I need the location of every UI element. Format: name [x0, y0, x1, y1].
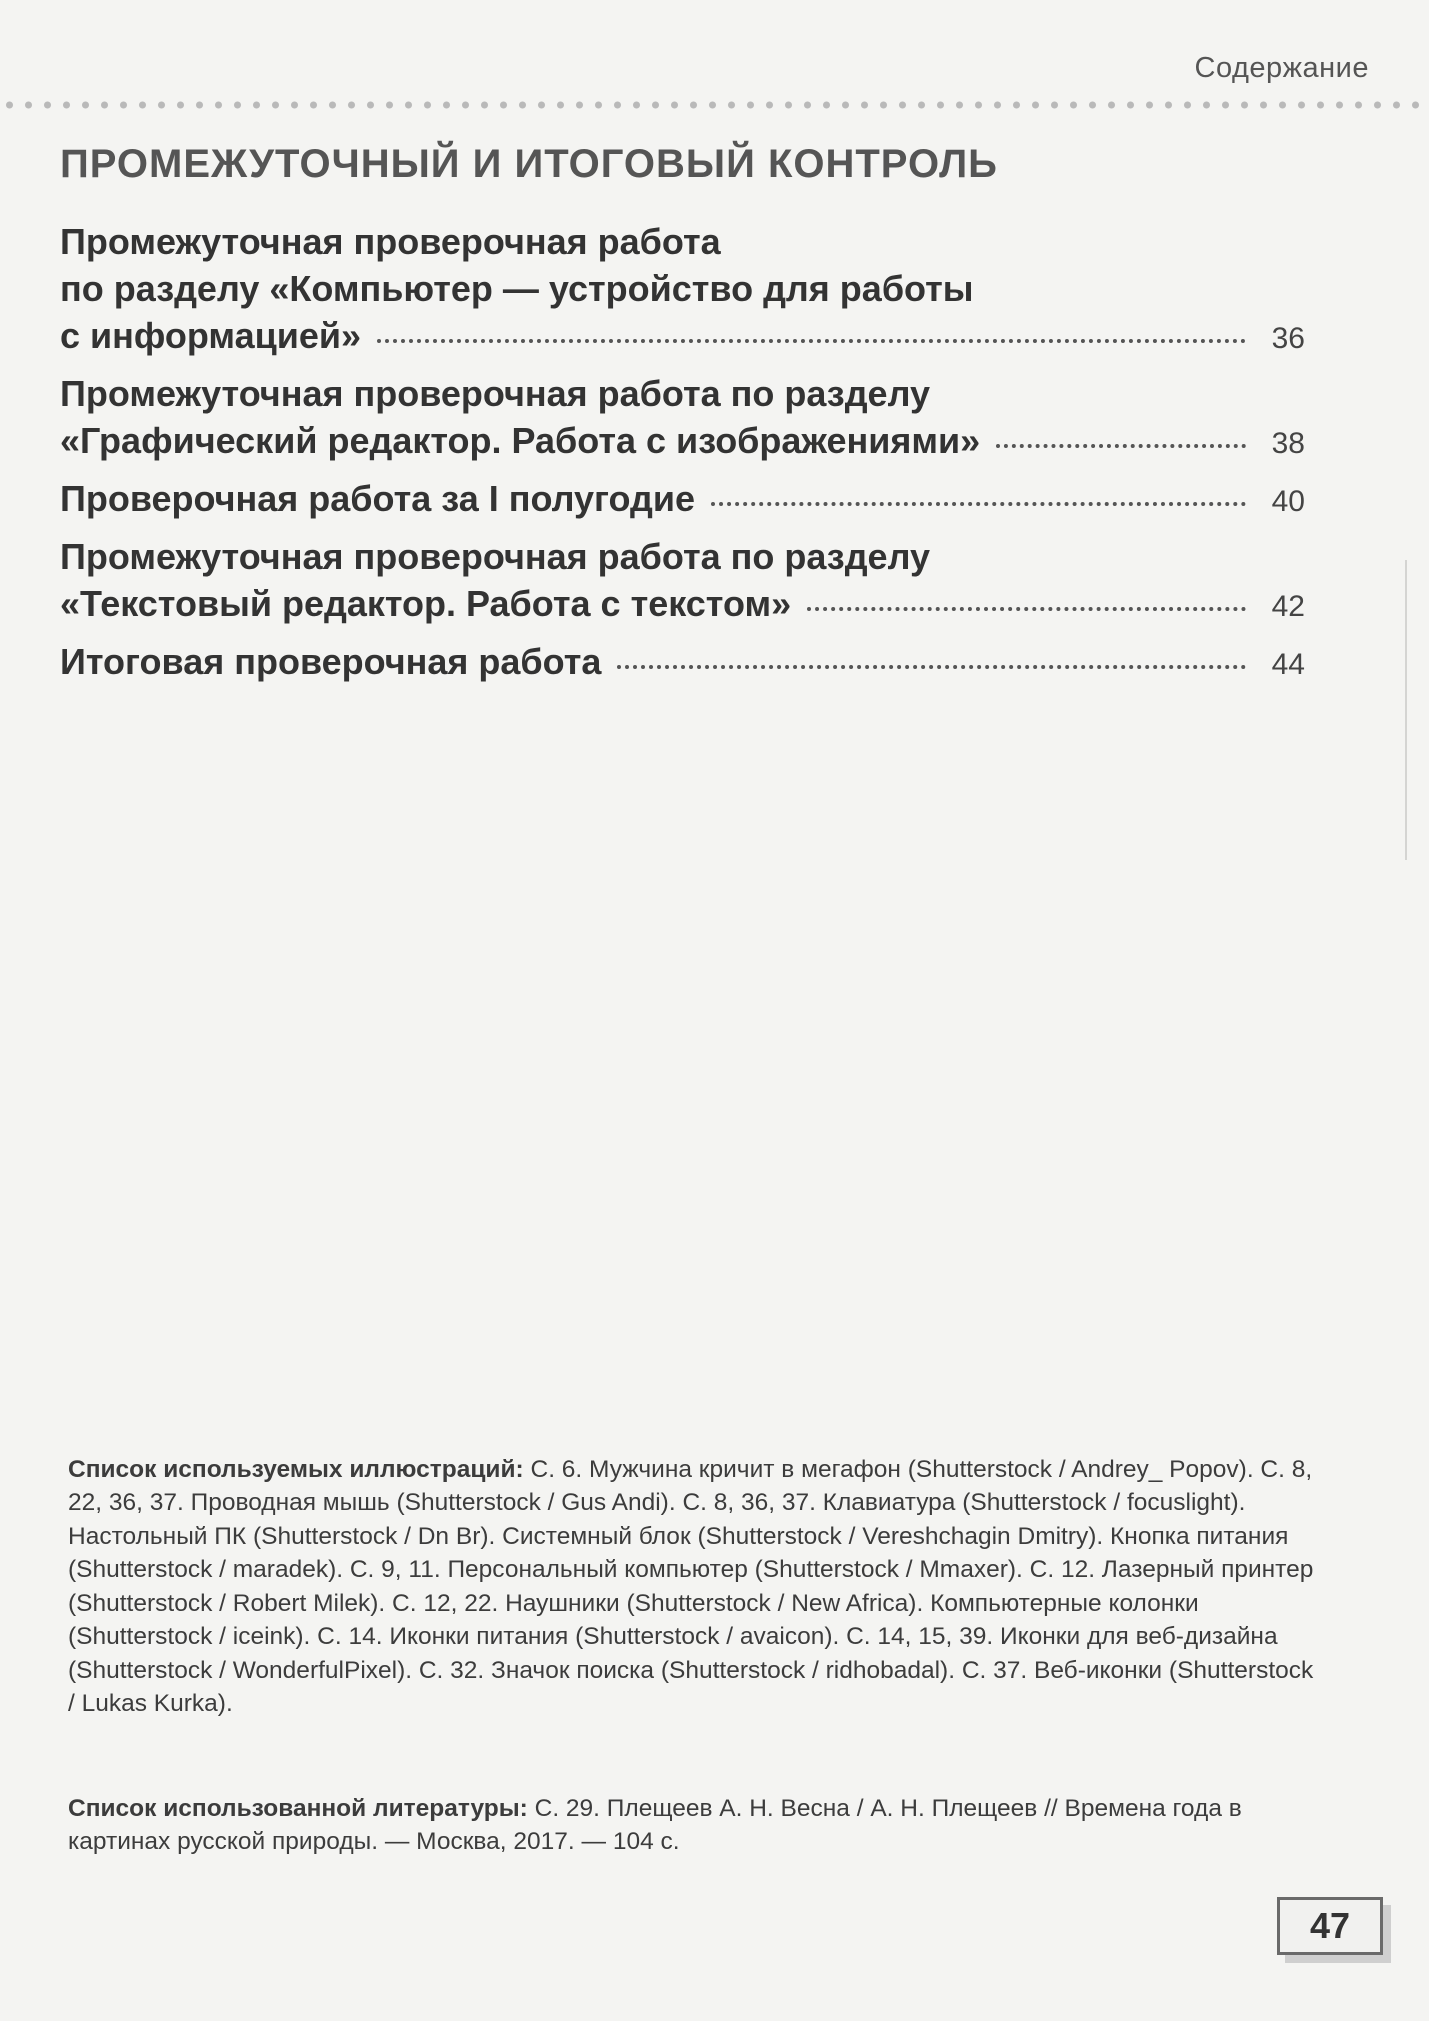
illustrations-text: С. 6. Мужчина кричит в мегафон (Shutterstock / Andrey_ Popov). С. 8, 22, 36, 37. Проводная мышь (Shutterstock / Gus Andi). С. 8, 36, 37. Клавиатура (Shutterstock / focuslight). Настольный ПК (Shutterstock / Dn Br). Системный блок (Shutterstock / Vereshchagin Dmitry). Кнопка питания (Shutterstock / maradek). С. 9, 11. Персональный компьютер (Shutterstock / Mmaxer). С. 12. Лазерный принтер (Shutterstock / Robert Milek). С. 12, 22. Наушники (Shutterstock / New Africa). Компьютерные колонки (Shutterstock / iceink). С. 14. Иконки питания (Shutterstock / avaicon). С. 14, 15, 39. Иконки для веб-дизайна (Shutterstock / WonderfulPixel). С. 32. Значок поиска (Shutterstock / ridhobadal). С. 37. Веб-иконки (Shutterstock / Lukas Kurka). [68, 1455, 1314, 1717]
toc-entry-title-line: «Текстовый редактор. Работа с текстом» [60, 583, 792, 624]
toc-entry-title-line: по разделу «Компьютер — устройство для работы [60, 268, 974, 309]
toc-page-number: 36 [1271, 322, 1305, 355]
toc-entry-title-line: Промежуточная проверочная работа [60, 221, 721, 262]
illustrations-label: Список используемых иллюстраций: [68, 1455, 524, 1483]
toc-entry-title-line: Итоговая проверочная работа [60, 641, 602, 682]
toc-entry[interactable] [60, 370, 1305, 464]
dot-leader [996, 444, 1246, 448]
page-number: 47 [1277, 1897, 1383, 1955]
toc-entry[interactable] [60, 638, 1305, 685]
toc-page-number: 44 [1271, 648, 1305, 681]
toc-entry-title-line: с информацией» [60, 315, 362, 356]
dot-leader [711, 502, 1246, 506]
literature-credits [68, 1792, 1318, 1859]
literature-label: Список использованной литературы: [68, 1794, 528, 1822]
dot-leader [807, 607, 1246, 611]
literature-text: С. 29. Плещеев А. Н. Весна / А. Н. Плещеев // Времена года в картинах русской природы. — Москва, 2017. — 104 с. [68, 1794, 1242, 1855]
toc-entry[interactable] [60, 218, 1305, 359]
dot-leader [617, 665, 1246, 669]
page-edge-shadow [1405, 560, 1407, 860]
toc-entry-title-line: «Графический редактор. Работа с изображениями» [60, 420, 981, 461]
toc-entry-title-line: Промежуточная проверочная работа по разделу [60, 536, 930, 577]
dotted-divider [0, 100, 1429, 110]
toc-page-number: 38 [1271, 427, 1305, 460]
toc-entry[interactable] [60, 533, 1305, 627]
toc-page-number: 40 [1271, 485, 1305, 518]
toc-page-number: 42 [1271, 590, 1305, 623]
running-head: Содержание [1194, 52, 1369, 84]
table-of-contents [60, 218, 1305, 696]
toc-entry-title-line: Проверочная работа за I полугодие [60, 478, 696, 519]
section-title: ПРОМЕЖУТОЧНЫЙ И ИТОГОВЫЙ КОНТРОЛЬ [60, 142, 998, 186]
dot-leader [377, 339, 1246, 343]
toc-entry[interactable] [60, 475, 1305, 522]
illustrations-credits [68, 1453, 1318, 1721]
toc-entry-title-line: Промежуточная проверочная работа по разделу [60, 373, 930, 414]
